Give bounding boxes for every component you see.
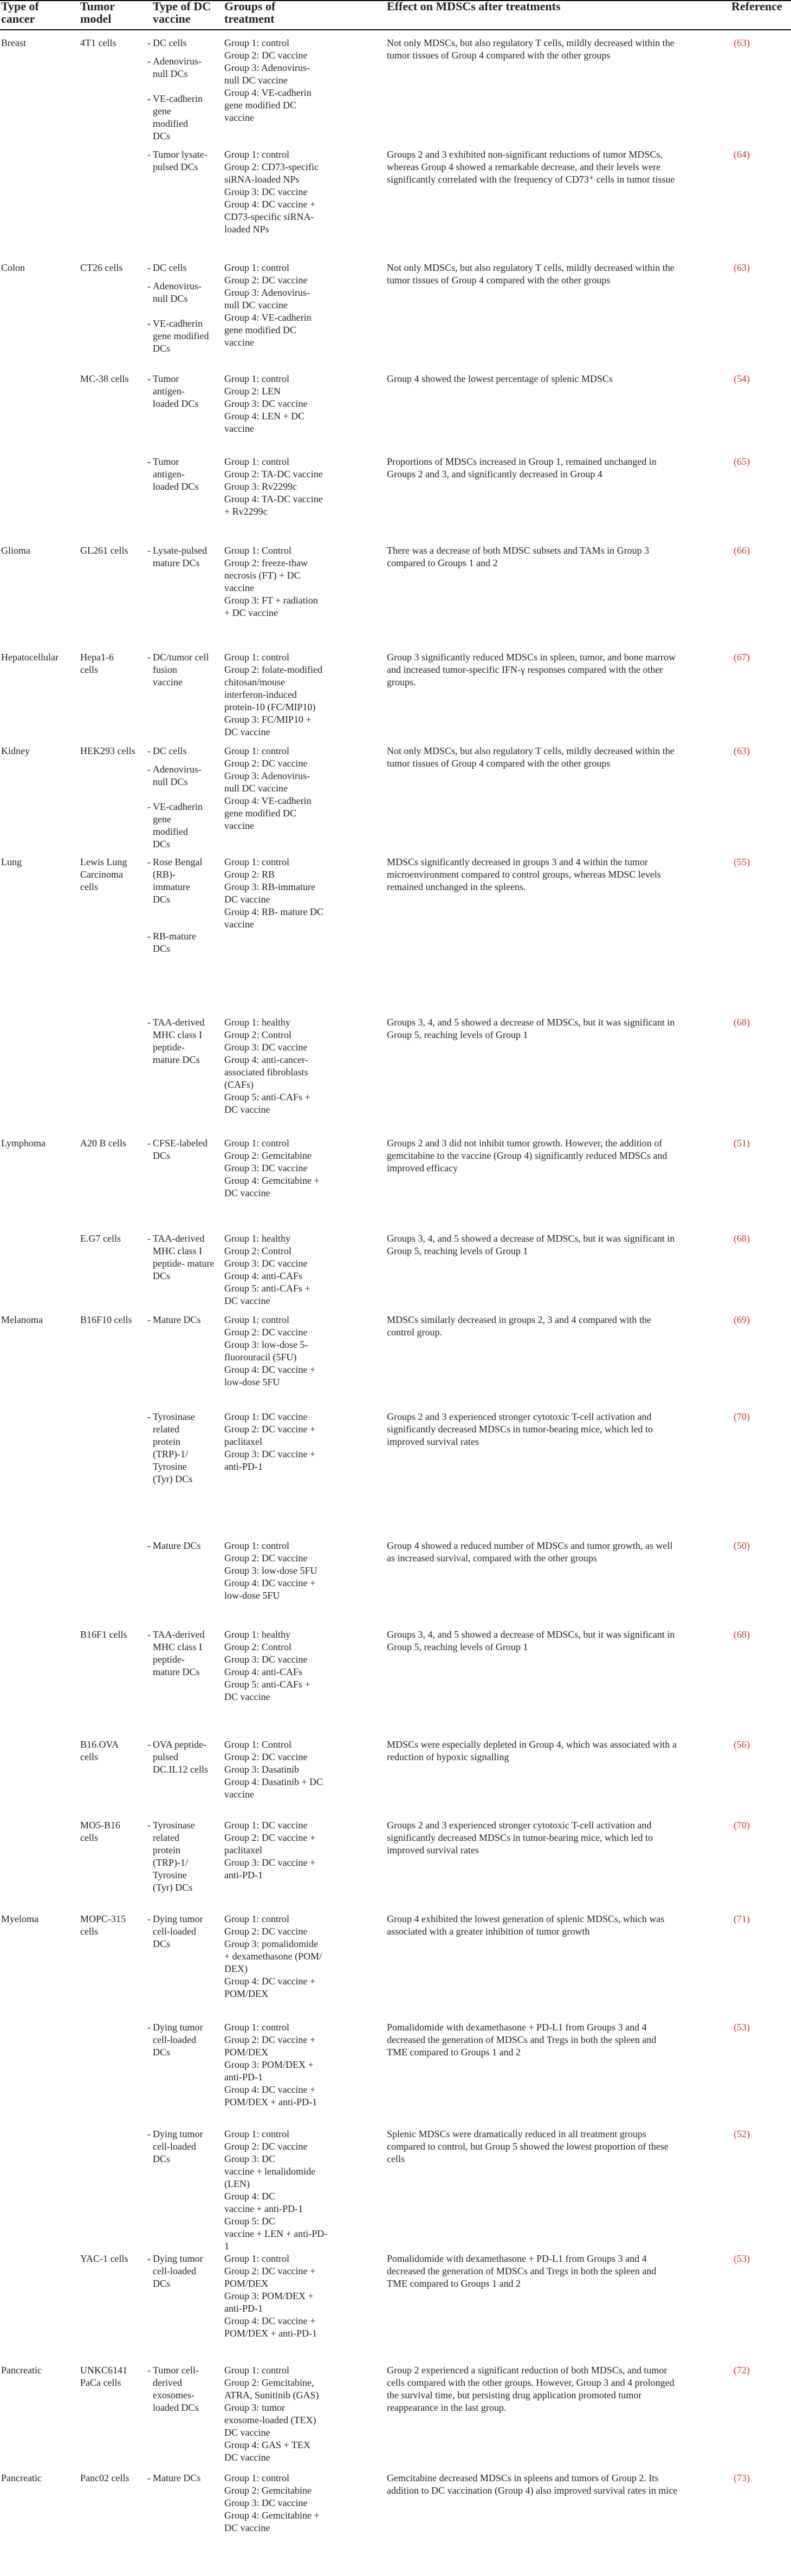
row-vaccine-item: Dying tumor cell-loaded DCs bbox=[153, 1913, 203, 1949]
row-reference: (68) bbox=[734, 1017, 750, 1028]
row-reference: (53) bbox=[734, 2253, 750, 2264]
row-reference: (63) bbox=[734, 37, 750, 48]
row-effect: Group 3 significantly reduced MDSCs in spleen, tumor, and bone marrow and increased tumor-specific IFN-γ responses compared with the other groups. bbox=[387, 652, 676, 687]
row-cancer: Lung bbox=[1, 856, 22, 867]
row-reference: (64) bbox=[734, 149, 750, 160]
row-groups: Group 1: control Group 2: DC vaccine Group 3: DC vaccine + lenalidomide (LEN) Group 4: DC vaccine + anti-PD-1 Group 5: DC vaccine + LEN + anti-PD- 1 bbox=[224, 2129, 328, 2251]
row-vaccine-item: Adenovirus- null DCs bbox=[153, 281, 202, 304]
row-model: 4T1 cells bbox=[80, 37, 116, 48]
row-groups: Group 1: control Group 2: DC vaccine Group 3: Adenovirus- null DC vaccine Group 4: VE-cadherin gene modified DC vaccine bbox=[224, 745, 312, 831]
row-vaccine-item: TAA-derived MHC class I peptide- mature DCs bbox=[153, 1629, 205, 1677]
bullet-dash: - bbox=[147, 1540, 151, 1551]
header-effect: Effect on MDSCs after treatments bbox=[387, 0, 561, 13]
row-vaccine-item: RB-mature DCs bbox=[153, 931, 196, 954]
row-model: B16.OVA cells bbox=[80, 1739, 119, 1762]
row-effect: Groups 2 and 3 experienced stronger cytotoxic T-cell activation and significantly decreased MDSCs in tumor-bearing mice, which led to improved survival rates bbox=[387, 1820, 653, 1855]
row-vaccine-item: Mature DCs bbox=[153, 2473, 201, 2483]
row-effect: Gemcitabine decreased MDSCs in spleens and tumors of Group 2. Its addition to DC vaccination (Group 4) also improved survival rates in mice bbox=[387, 2473, 678, 2496]
row-groups: Group 1: DC vaccine Group 2: DC vaccine + paclitaxel Group 3: DC vaccine + anti-PD-1 bbox=[224, 1411, 316, 1472]
row-effect: Groups 3, 4, and 5 showed a decrease of MDSCs, but it was significant in Group 5, reaching levels of Group 1 bbox=[387, 1017, 675, 1040]
row-model: Panc02 cells bbox=[80, 2473, 129, 2483]
bullet-dash: - bbox=[147, 545, 151, 556]
bullet-dash: - bbox=[147, 652, 151, 663]
bullet-dash: - bbox=[147, 149, 151, 160]
row-reference: (50) bbox=[734, 1540, 750, 1551]
bullet-dash: - bbox=[147, 2022, 151, 2033]
row-groups: Group 1: control Group 2: TA-DC vaccine Group 3: Rv2299c Group 4: TA-DC vaccine + Rv2299c bbox=[224, 456, 323, 517]
row-vaccine-item: DC cells bbox=[153, 37, 187, 48]
row-model: B16F1 cells bbox=[80, 1629, 127, 1640]
header-groups: Groups of treatment bbox=[224, 0, 276, 25]
row-model: GL261 cells bbox=[80, 545, 128, 556]
header-ref: Reference bbox=[731, 0, 782, 13]
row-cancer: Breast bbox=[1, 37, 26, 48]
row-vaccine-item: TAA-derived MHC class I peptide- mature DCs bbox=[153, 1233, 215, 1281]
row-model: B16F10 cells bbox=[80, 1314, 132, 1325]
row-effect: Not only MDSCs, but also regulatory T cells, mildly decreased within the tumor tissues of Group 4 compared with the other groups bbox=[387, 262, 675, 285]
row-model: CT26 cells bbox=[80, 262, 123, 273]
row-groups: Group 1: DC vaccine Group 2: DC vaccine + paclitaxel Group 3: DC vaccine + anti-PD-1 bbox=[224, 1820, 316, 1880]
row-effect: Pomalidomide with dexamethasone + PD-L1 from Groups 3 and 4 decreased the generation of MDSCs and Tregs in both the spleen and TME compared to Groups 1 and 2 bbox=[387, 2022, 657, 2058]
row-effect: Group 4 exhibited the lowest generation of splenic MDSCs, which was associated with a greater inhibition of tumor growth bbox=[387, 1913, 665, 1937]
bullet-dash: - bbox=[147, 856, 151, 867]
row-vaccine-item: Dying tumor cell-loaded DCs bbox=[153, 2129, 203, 2164]
bullet-dash: - bbox=[147, 1138, 151, 1149]
row-groups: Group 1: control Group 2: DC vaccine Group 3: Adenovirus- null DC vaccine Group 4: VE-cadherin gene modified DC vaccine bbox=[224, 37, 312, 123]
row-cancer: Pancreatic bbox=[1, 2473, 42, 2483]
row-model: Lewis Lung Carcinoma cells bbox=[80, 856, 127, 892]
row-vaccine-item: DC/tumor cell fusion vaccine bbox=[153, 652, 209, 687]
row-cancer: Colon bbox=[1, 262, 25, 273]
bullet-dash: - bbox=[147, 1739, 151, 1750]
row-cancer: Pancreatic bbox=[1, 2365, 42, 2376]
bullet-dash: - bbox=[147, 1233, 151, 1244]
row-vaccine-item: TAA-derived MHC class I peptide- mature DCs bbox=[153, 1017, 205, 1065]
bullet-dash: - bbox=[147, 37, 151, 48]
row-reference: (70) bbox=[734, 1820, 750, 1831]
row-reference: (51) bbox=[734, 1138, 750, 1149]
row-model: MC-38 cells bbox=[80, 373, 129, 384]
row-model: MO5-B16 cells bbox=[80, 1820, 121, 1843]
row-groups: Group 1: control Group 2: Gemcitabine Group 3: DC vaccine Group 4: Gemcitabine + DC vaccine bbox=[224, 2473, 320, 2533]
bullet-dash: - bbox=[147, 1913, 151, 1924]
bullet-dash: - bbox=[147, 456, 151, 467]
row-reference: (55) bbox=[734, 856, 750, 867]
row-reference: (72) bbox=[734, 2365, 750, 2376]
row-vaccine-item: Lysate-pulsed mature DCs bbox=[153, 545, 207, 568]
row-cancer: Melanoma bbox=[1, 1314, 43, 1325]
bullet-dash: - bbox=[147, 281, 151, 291]
row-effect: Group 2 experienced a significant reduction of both MDSCs, and tumor cells compared with the other groups. However, Group 3 and 4 prolonged the survival time, but persisting drug application promoted tumor reappearance in the last group. bbox=[387, 2365, 675, 2413]
row-vaccine-item: DC cells bbox=[153, 745, 187, 756]
row-groups: Group 1: control Group 2: DC vaccine + POM/DEX Group 3: POM/DEX + anti-PD-1 Group 4: DC vaccine + POM/DEX + anti-PD-1 bbox=[224, 2022, 317, 2107]
bullet-dash: - bbox=[147, 1629, 151, 1640]
row-vaccine-item: Adenovirus- null DCs bbox=[153, 764, 202, 787]
row-groups: Group 1: healthy Group 2: Control Group 3: DC vaccine Group 4: anti-cancer- associated fibroblasts (CAFs) Group 5: anti-CAFs + DC vaccine bbox=[224, 1017, 310, 1115]
row-effect: Groups 3, 4, and 5 showed a decrease of MDSCs, but it was significant in Group 5, reaching levels of Group 1 bbox=[387, 1629, 675, 1652]
row-effect: There was a decrease of both MDSC subsets and TAMs in Group 3 compared to Groups 1 and 2 bbox=[387, 545, 650, 568]
header-model: Tumor model bbox=[80, 0, 115, 25]
row-model: A20 B cells bbox=[80, 1138, 126, 1149]
row-vaccine-item: Rose Bengal (RB)- immature DCs bbox=[153, 856, 203, 905]
row-effect: Proportions of MDSCs increased in Group 1, remained unchanged in Groups 2 and 3, and significantly decreased in Group 4 bbox=[387, 456, 657, 479]
row-vaccine-item: VE-cadherin gene modified DCs bbox=[153, 801, 203, 849]
row-effect: MDSCs significantly decreased in groups 3 and 4 within the tumor microenvironment compared to control groups, whereas MDSC levels remained unchanged in the spleens. bbox=[387, 856, 661, 892]
row-groups: Group 1: Control Group 2: DC vaccine Group 3: Dasatinib Group 4: Dasatinib + DC vaccine bbox=[224, 1739, 323, 1800]
row-reference: (68) bbox=[734, 1629, 750, 1640]
row-groups: Group 1: Control Group 2: freeze-thaw necrosis (FT) + DC vaccine Group 3: FT + radiation + DC vaccine bbox=[224, 545, 318, 618]
row-groups: Group 1: control Group 2: CD73-specific siRNA-loaded NPs Group 3: DC vaccine Group 4: DC vaccine + CD73-specific siRNA- loaded NPs bbox=[224, 149, 319, 235]
row-groups: Group 1: healthy Group 2: Control Group 3: DC vaccine Group 4: anti-CAFs Group 5: anti-CAFs + DC vaccine bbox=[224, 1233, 310, 1306]
row-effect: Groups 2 and 3 experienced stronger cytotoxic T-cell activation and significantly decreased MDSCs in tumor-bearing mice, which led to improved survival rates bbox=[387, 1411, 653, 1447]
row-model: E.G7 cells bbox=[80, 1233, 121, 1244]
bullet-dash: - bbox=[147, 745, 151, 756]
row-cancer: Lymphoma bbox=[1, 1138, 46, 1149]
row-cancer: Myeloma bbox=[1, 1913, 38, 1924]
row-reference: (63) bbox=[734, 745, 750, 756]
row-groups: Group 1: control Group 2: DC vaccine Group 3: Adenovirus- null DC vaccine Group 4: VE-cadherin gene modified DC vaccine bbox=[224, 262, 312, 348]
row-reference: (67) bbox=[734, 652, 750, 663]
row-reference: (66) bbox=[734, 545, 750, 556]
row-effect: Pomalidomide with dexamethasone + PD-L1 from Groups 3 and 4 decreased the generation of MDSCs and Tregs in both the spleen and TME compared to Groups 1 and 2 bbox=[387, 2253, 657, 2289]
row-groups: Group 1: control Group 2: RB Group 3: RB-immature DC vaccine Group 4: RB- mature DC vaccine bbox=[224, 856, 323, 930]
bullet-dash: - bbox=[147, 1314, 151, 1325]
bullet-dash: - bbox=[147, 931, 151, 942]
row-vaccine-item: Dying tumor cell-loaded DCs bbox=[153, 2253, 203, 2289]
bullet-dash: - bbox=[147, 801, 151, 812]
row-vaccine-item: Adenovirus- null DCs bbox=[153, 56, 202, 79]
row-reference: (53) bbox=[734, 2022, 750, 2033]
header-vaccine: Type of DC vaccine bbox=[153, 0, 211, 25]
row-vaccine-item: Tumor antigen- loaded DCs bbox=[153, 373, 199, 409]
bullet-dash: - bbox=[147, 93, 151, 104]
row-reference: (54) bbox=[734, 373, 750, 384]
row-groups: Group 1: control Group 2: Gemcitabine Group 3: DC vaccine Group 4: Gemcitabine + DC vaccine bbox=[224, 1138, 320, 1198]
bullet-dash: - bbox=[147, 56, 151, 67]
row-reference: (70) bbox=[734, 1411, 750, 1422]
bullet-dash: - bbox=[147, 373, 151, 384]
row-cancer: Kidney bbox=[1, 745, 30, 756]
row-model: UNKC6141 PaCa cells bbox=[80, 2365, 128, 2388]
row-vaccine-item: VE-cadherin gene modified DCs bbox=[153, 93, 203, 141]
row-groups: Group 1: control Group 2: DC vaccine Group 3: low-dose 5FU Group 4: DC vaccine + low-dose 5FU bbox=[224, 1540, 317, 1601]
row-cancer: Hepatocellular bbox=[1, 652, 59, 663]
row-reference: (63) bbox=[734, 262, 750, 273]
row-reference: (65) bbox=[734, 456, 750, 467]
bullet-dash: - bbox=[147, 764, 151, 775]
row-cancer: Glioma bbox=[1, 545, 30, 556]
row-reference: (52) bbox=[734, 2129, 750, 2139]
row-vaccine-item: Tyrosinase related protein (TRP)-1/ Tyrosine (Tyr) DCs bbox=[153, 1820, 195, 1893]
header-cancer: Type of cancer bbox=[1, 0, 39, 25]
bullet-dash: - bbox=[147, 1017, 151, 1028]
bullet-dash: - bbox=[147, 318, 151, 329]
row-groups: Group 1: control Group 2: folate-modified chitosan/mouse interferon-induced protein-10 (FC/MIP10) Group 3: FC/MIP10 + DC vaccine bbox=[224, 652, 322, 737]
row-effect: Not only MDSCs, but also regulatory T cells, mildly decreased within the tumor tissues of Group 4 compared with the other groups bbox=[387, 37, 675, 61]
row-vaccine-item: Tumor antigen- loaded DCs bbox=[153, 456, 199, 492]
row-reference: (68) bbox=[734, 1233, 750, 1244]
row-groups: Group 1: control Group 2: LEN Group 3: DC vaccine Group 4: LEN + DC vaccine bbox=[224, 373, 308, 434]
row-groups: Group 1: control Group 2: DC vaccine Group 3: pomalidomide + dexamethasone (POM/ DEX) Group 4: DC vaccine + POM/DEX bbox=[224, 1913, 322, 1999]
row-vaccine-item: OVA peptide- pulsed DC.IL12 cells bbox=[153, 1739, 208, 1775]
row-vaccine-item: Mature DCs bbox=[153, 1540, 201, 1551]
row-groups: Group 1: control Group 2: Gemcitabine, ATRA, Sunitinib (GAS) Group 3: tumor exosome-loaded (TEX) DC vaccine Group 4: GAS + TEX DC vaccine bbox=[224, 2365, 319, 2463]
row-reference: (73) bbox=[734, 2473, 750, 2483]
row-effect: Groups 2 and 3 did not inhibit tumor growth. However, the addition of gemcitabine to the vaccine (Group 4) significantly reduced MDSCs and improved efficacy bbox=[387, 1138, 667, 1173]
row-effect: MDSCs similarly decreased in groups 2, 3 and 4 compared with the control group. bbox=[387, 1314, 651, 1338]
row-vaccine-item: Tumor lysate- pulsed DCs bbox=[153, 149, 208, 172]
row-vaccine-item: VE-cadherin gene modified DCs bbox=[153, 318, 209, 354]
row-model: YAC-1 cells bbox=[80, 2253, 128, 2264]
row-vaccine-item: Dying tumor cell-loaded DCs bbox=[153, 2022, 203, 2058]
row-effect: Groups 3, 4, and 5 showed a decrease of MDSCs, but it was significant in Group 5, reaching levels of Group 1 bbox=[387, 1233, 675, 1256]
row-model: Hepa1-6 cells bbox=[80, 652, 114, 675]
row-reference: (56) bbox=[734, 1739, 750, 1750]
row-effect: MDSCs were especially depleted in Group 4, which was associated with a reduction of hypoxic signalling bbox=[387, 1739, 677, 1762]
row-reference: (71) bbox=[734, 1913, 750, 1924]
bullet-dash: - bbox=[147, 1411, 151, 1422]
row-effect: Not only MDSCs, but also regulatory T cells, mildly decreased within the tumor tissues of Group 4 compared with the other groups bbox=[387, 745, 675, 769]
row-reference: (69) bbox=[734, 1314, 750, 1325]
row-groups: Group 1: control Group 2: DC vaccine + POM/DEX Group 3: POM/DEX + anti-PD-1 Group 4: DC vaccine + POM/DEX + anti-PD-1 bbox=[224, 2253, 317, 2339]
row-effect: Splenic MDSCs were dramatically reduced in all treatment groups compared to control, but Group 5 showed the lowest proportion of these cells bbox=[387, 2129, 669, 2164]
row-vaccine-item: DC cells bbox=[153, 262, 187, 273]
header-rule bbox=[0, 29, 791, 30]
row-model: MOPC-315 cells bbox=[80, 1913, 126, 1937]
row-groups: Group 1: control Group 2: DC vaccine Group 3: low-dose 5- fluorouracil (5FU) Group 4: DC vaccine + low-dose 5FU bbox=[224, 1314, 316, 1387]
row-vaccine-item: CFSE-labeled DCs bbox=[153, 1138, 208, 1161]
row-vaccine-item: Tyrosinase related protein (TRP)-1/ Tyrosine (Tyr) DCs bbox=[153, 1411, 195, 1484]
row-effect: Group 4 showed the lowest percentage of splenic MDSCs bbox=[387, 373, 613, 384]
row-model: HEK293 cells bbox=[80, 745, 135, 756]
bullet-dash: - bbox=[147, 2473, 151, 2483]
bullet-dash: - bbox=[147, 262, 151, 273]
row-effect: Groups 2 and 3 exhibited non-significant reductions of tumor MDSCs, whereas Group 4 showed a remarkable decrease, and their levels were significantly correlated with the frequency of CD73⁺ cells in tumor tissue bbox=[387, 149, 675, 185]
row-vaccine-item: Tumor cell- derived exosomes- loaded DCs bbox=[153, 2365, 199, 2413]
row-vaccine-item: Mature DCs bbox=[153, 1314, 201, 1325]
bullet-dash: - bbox=[147, 2129, 151, 2139]
bullet-dash: - bbox=[147, 1820, 151, 1831]
bullet-dash: - bbox=[147, 2365, 151, 2376]
row-effect: Group 4 showed a reduced number of MDSCs and tumor growth, as well as increased survival, compared with the other groups bbox=[387, 1540, 673, 1563]
bullet-dash: - bbox=[147, 2253, 151, 2264]
row-groups: Group 1: healthy Group 2: Control Group 3: DC vaccine Group 4: anti-CAFs Group 5: anti-CAFs + DC vaccine bbox=[224, 1629, 310, 1702]
